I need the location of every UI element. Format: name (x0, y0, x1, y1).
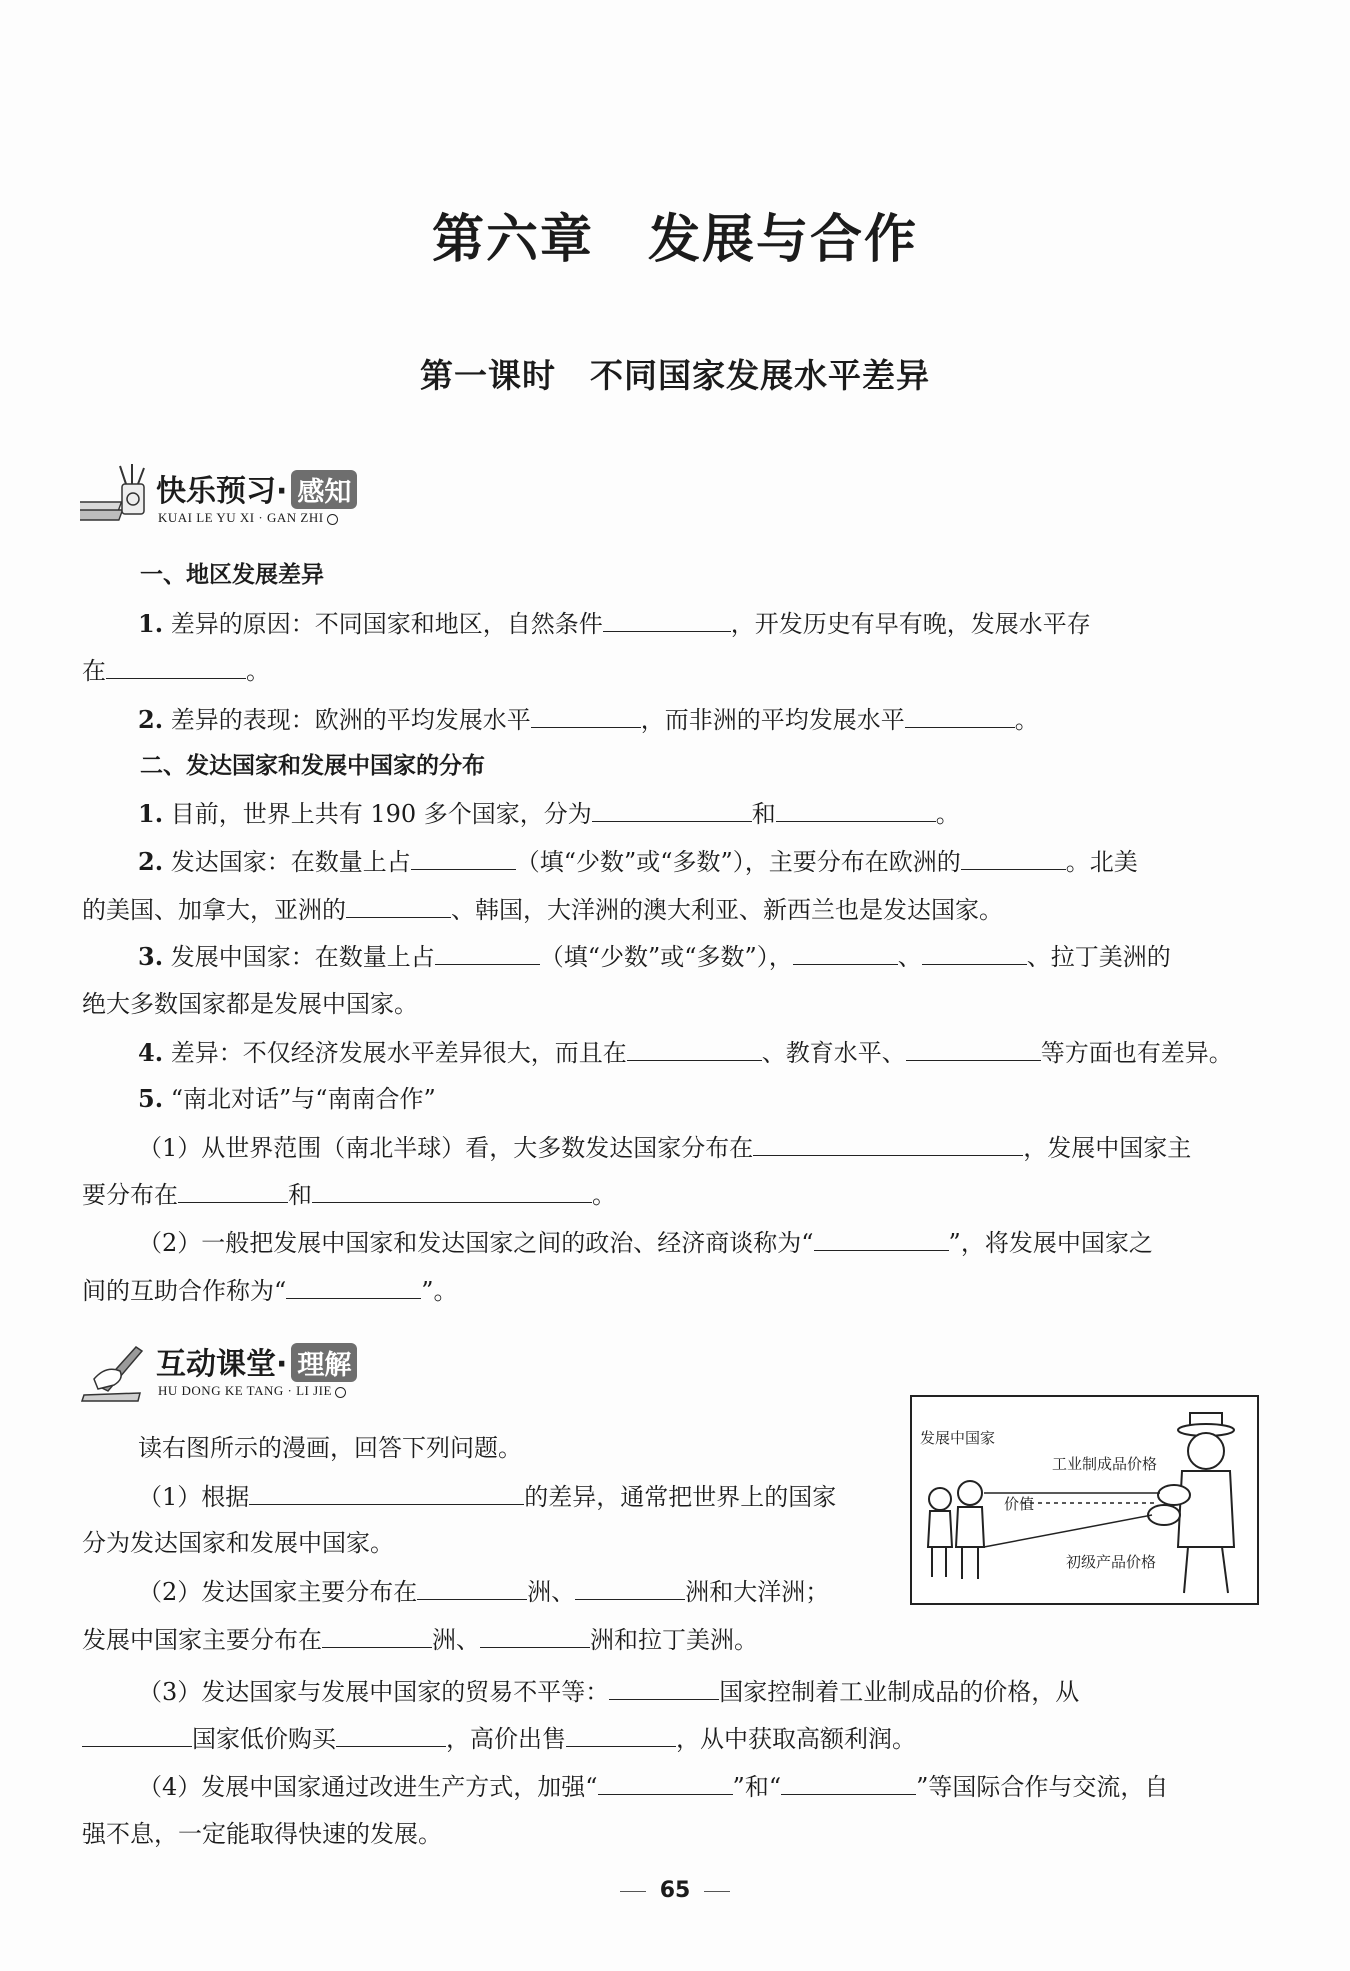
section-title: 快乐预习· 感知 (156, 466, 357, 510)
cartoon-label-industrial: 工业制成品价格 (1052, 1455, 1158, 1473)
question-line: 分为发达国家和发展中国家。 (82, 1529, 394, 1557)
writing-hand-icon (80, 1335, 158, 1405)
question-line: 间的互助合作称为“ ”。 (82, 1274, 1257, 1307)
answer-blank[interactable] (346, 893, 451, 918)
question-intro: 读右图所示的漫画，回答下列问题。 (138, 1434, 522, 1462)
answer-blank[interactable] (531, 703, 641, 728)
answer-blank[interactable] (480, 1623, 590, 1648)
answer-blank[interactable] (575, 1575, 685, 1600)
answer-blank[interactable] (905, 703, 1015, 728)
trade-cartoon (910, 1395, 1259, 1605)
question-line: 在 。 (82, 654, 1257, 687)
part1-heading: 一、地区发展差异 (140, 562, 324, 588)
question-line: （1）根据 的差异，通常把世界上的国家 (138, 1480, 1257, 1513)
answer-blank[interactable] (435, 940, 540, 965)
answer-blank[interactable] (336, 1722, 446, 1747)
question-line: 国家低价购买 ，高价出售 ，从中获取高额利润。 (82, 1722, 1257, 1755)
lesson-title: 第一课时 不同国家发展水平差异 (420, 356, 930, 395)
answer-blank[interactable] (566, 1722, 676, 1747)
answer-blank[interactable] (793, 940, 898, 965)
answer-blank[interactable] (286, 1274, 421, 1299)
section-badge: 感知 (291, 470, 357, 509)
answer-blank[interactable] (627, 1036, 762, 1061)
answer-blank[interactable] (922, 940, 1027, 965)
part2-heading: 二、发达国家和发展中国家的分布 (140, 753, 485, 779)
chapter-title: 第六章 发展与合作 (431, 209, 918, 270)
answer-blank[interactable] (417, 1575, 527, 1600)
answer-blank[interactable] (961, 845, 1066, 870)
question-line: 强不息，一定能取得快速的发展。 (82, 1820, 442, 1848)
answer-blank[interactable] (781, 1770, 916, 1795)
question-line: 2. 发达国家：在数量上占 （填“少数”或“多数”），主要分布在欧洲的 。北美 (138, 847, 1138, 876)
cartoon-label-developing: 发展中国家 (920, 1429, 996, 1447)
page-number: 65 (0, 1878, 1350, 1903)
question-line: 1. 目前，世界上共有 190 多个国家，分为 和 。 (138, 799, 960, 828)
answer-blank[interactable] (82, 1722, 192, 1747)
cartoon-label-primary: 初级产品价格 (1066, 1553, 1157, 1571)
answer-blank[interactable] (106, 654, 246, 679)
answer-blank[interactable] (776, 797, 936, 822)
question-line: （2）发达国家主要分布在 洲、 洲和大洋洲； (138, 1575, 1257, 1608)
question-line: 5. “南北对话”与“南南合作” (138, 1084, 436, 1113)
question-line: 要分布在 和 。 (82, 1178, 1257, 1211)
answer-blank[interactable] (753, 1131, 1023, 1156)
answer-blank[interactable] (603, 607, 731, 632)
answer-blank[interactable] (178, 1178, 288, 1203)
answer-blank[interactable] (312, 1178, 592, 1203)
section-pinyin: KUAI LE YU XI · GAN ZHI (158, 510, 338, 526)
question-line: 2. 差异的表现：欧洲的平均发展水平 ，而非洲的平均发展水平 。 (138, 705, 1039, 734)
section-badge: 理解 (291, 1343, 357, 1382)
question-line: 的美国、加拿大，亚洲的 、韩国，大洋洲的澳大利亚、新西兰也是发达国家。 (82, 893, 1257, 926)
answer-blank[interactable] (592, 797, 752, 822)
question-line: 1. 差异的原因：不同国家和地区，自然条件 ，开发历史有早有晚，发展水平存 (138, 609, 1091, 638)
question-line: （4）发展中国家通过改进生产方式，加强“ ”和“ ”等国际合作与交流，自 (138, 1770, 1257, 1803)
question-line: （3）发达国家与发展中国家的贸易不平等： 国家控制着工业制成品的价格，从 (138, 1675, 1257, 1708)
question-line: （1）从世界范围（南北半球）看，大多数发达国家分布在 ，发展中国家主 (138, 1131, 1257, 1164)
answer-blank[interactable] (609, 1675, 719, 1700)
answer-blank[interactable] (906, 1036, 1041, 1061)
question-line: 绝大多数国家都是发展中国家。 (82, 990, 418, 1018)
book-pencil-icon (80, 462, 158, 532)
question-line: 3. 发展中国家：在数量上占 （填“少数”或“多数”）， 、 、拉丁美洲的 (138, 942, 1171, 971)
question-line: （2）一般把发展中国家和发达国家之间的政治、经济商谈称为“ ”，将发展中国家之 (138, 1226, 1257, 1259)
answer-blank[interactable] (814, 1226, 949, 1251)
cartoon-label-value: 价值 (1004, 1495, 1035, 1513)
answer-blank[interactable] (598, 1770, 733, 1795)
question-line: 发展中国家主要分布在 洲、 洲和拉丁美洲。 (82, 1623, 1257, 1656)
section-title: 互动课堂· 理解 (156, 1339, 357, 1383)
question-line: 4. 差异：不仅经济发展水平差异很大，而且在 、教育水平、 等方面也有差异。 (138, 1038, 1233, 1067)
answer-blank[interactable] (322, 1623, 432, 1648)
answer-blank[interactable] (411, 845, 516, 870)
section-pinyin: HU DONG KE TANG · LI JIE (158, 1383, 346, 1399)
answer-blank[interactable] (249, 1480, 524, 1505)
